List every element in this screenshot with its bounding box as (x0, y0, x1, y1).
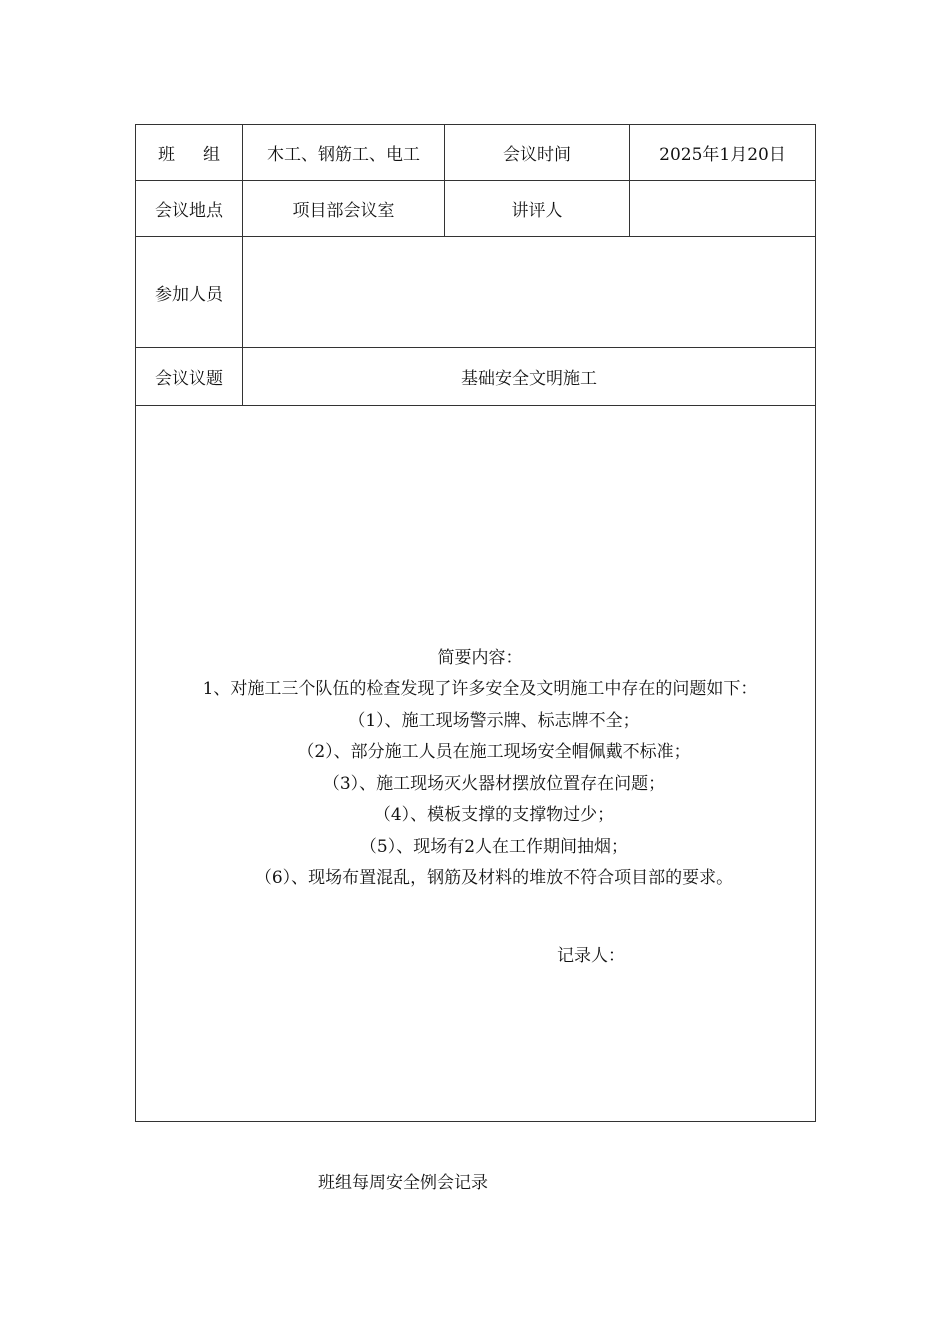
table-row (136, 181, 816, 237)
reviewer-value (630, 181, 816, 237)
list-item: （6）、现场布置混乱，钢筋及材料的堆放不符合项目部的要求。 (254, 868, 734, 888)
summary-cell (136, 406, 816, 1122)
meeting-time-label: 会议时间 (445, 125, 630, 181)
meeting-location-value: 项目部会议室 (243, 181, 445, 237)
reviewer-label: 讲评人 (445, 181, 630, 237)
table-row (136, 237, 816, 348)
table-row (136, 406, 816, 1122)
list-item: （5）、现场有2人在工作期间抽烟； (359, 836, 629, 857)
meeting-time-value: 2025年1月20日 (630, 125, 816, 181)
team-label: 班 组 (136, 125, 243, 181)
team-value: 木工、钢筋工、电工 (243, 125, 445, 181)
meeting-location-label: 会议地点 (136, 181, 243, 237)
attendees-value (243, 237, 816, 348)
meeting-topic-label: 会议议题 (136, 348, 243, 406)
list-item: （4）、模板支撑的支撑物过少； (373, 805, 615, 825)
summary-heading: 简要内容： (437, 647, 523, 668)
summary-content (136, 633, 815, 895)
list-item: （3）、施工现场灭火器材摆放位置存在问题； (322, 773, 666, 794)
recorder-label: 记录人： (557, 946, 625, 966)
list-item: （1）、施工现场警示牌、标志牌不全； (348, 710, 640, 731)
table-row (136, 348, 816, 406)
document-title: 班组每周安全例会记录 (318, 1173, 488, 1193)
attendees-label: 参加人员 (136, 237, 243, 348)
meeting-record-table (135, 124, 816, 1122)
table-row (136, 125, 816, 181)
list-item: （2）、部分施工人员在施工现场安全帽佩戴不标准； (297, 742, 691, 762)
meeting-topic-value: 基础安全文明施工 (243, 348, 816, 406)
summary-intro: 1、对施工三个队伍的检查发现了许多安全及文明施工中存在的问题如下： (202, 679, 758, 699)
